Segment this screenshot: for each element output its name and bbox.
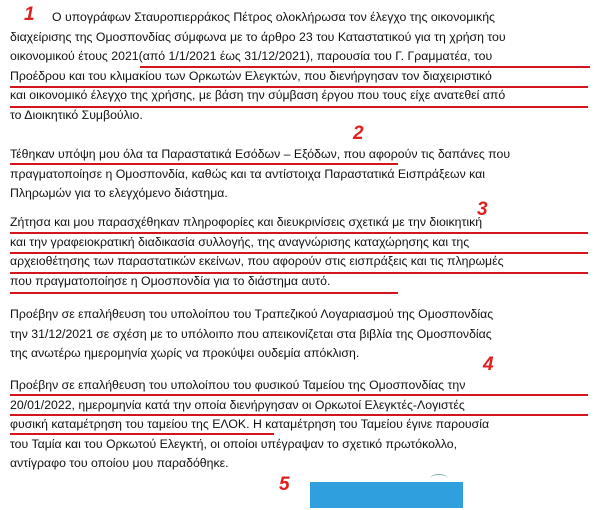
- text-line: Ο υπογράφων Σταυροπιερράκος Πέτρος ολοκλήρωσα τον έλεγχο της οικονομικής: [52, 10, 495, 24]
- text-line: του Ταμία και του Ορκωτού Ελεγκτή, οι οποίοι υπέγραψαν το σχετικό πρωτόκολλο,: [10, 436, 458, 451]
- text-line: πραγματοποίησε η Ομοσπονδία, καθώς και τα αντίστοιχα Παραστατικά Εισπράξεων και: [10, 166, 486, 181]
- text-line: της ανωτέρω ημερομηνία χωρίς να προκύψει ουδεμία απόκλιση.: [10, 346, 360, 361]
- underline-p5-line1: [10, 394, 588, 396]
- underline-p3-line3: [10, 272, 588, 274]
- text-line: και οικονομικό έλεγχο της χρήσης, με βάση την σύμβαση έργου που τους είχε ανατεθεί από: [10, 88, 506, 103]
- text-line: φυσική καταμέτρηση του ταμείου της ΕΛΟΚ. Η καταμέτρηση του Ταμείου έγινε παρουσία: [10, 417, 490, 432]
- text-line: διαχείρισης της Ομοσπονδίας σύμφωνα με το άρθρο 23 του Καταστατικού για τη χρήση του: [10, 29, 506, 44]
- annotation-number-1: 1: [24, 4, 35, 25]
- text-line: που πραγματοποίησε η Ομοσπονδία για το διάστημα αυτό.: [10, 273, 331, 288]
- text-line: Προέβην σε επαλήθευση του υπολοίπου του φυσικού Ταμείου της Ομοσπονδίας την: [10, 378, 466, 392]
- underline-p3-line1: [10, 232, 588, 234]
- underline-p1-line4: [10, 86, 588, 88]
- text-line: Προέβην σε επαλήθευση του υπολοίπου του Τραπεζικού Λογαριασμού της Ομοσπονδίας: [10, 307, 494, 321]
- text-line: και την γραφειοκρατική διαδικασία συλλογής, της αναγνώρισης καταχώρησης και της: [10, 234, 470, 249]
- annotation-number-3: 3: [477, 199, 488, 220]
- text-line: Ζήτησα και μου παρασχέθηκαν πληροφορίες και διευκρινίσεις σχετικά με την διοικητική: [10, 215, 483, 229]
- underline-p1-line5: [10, 106, 588, 108]
- text-line: 20/01/2022, ημερομηνία κατά την οποία διενήργησαν οι Ορκωτοί Ελεγκτές-Λογιστές: [10, 397, 465, 412]
- redaction-bar: [310, 482, 463, 508]
- annotation-number-4: 4: [483, 354, 494, 375]
- paragraph-5: [10, 376, 590, 474]
- underline-p3-line2: [10, 252, 588, 254]
- underline-p5-line3: [10, 433, 274, 435]
- text-line: την 31/12/2021 σε σχέση με το υπόλοιπο που απεικονίζεται στα βιβλία της Ομοσπονδίας: [10, 326, 492, 341]
- text-line: Τέθηκαν υπόψη μου όλα τα Παραστατικά Εσόδων – Εξόδων, που αφορούν τις δαπάνες που: [10, 147, 511, 161]
- text-line: αρχειοθέτησης των παραστατικών εκείνων, που αφορούν στις εισπράξεις και τις πληρωμές: [10, 254, 504, 269]
- underline-p2-line1: [10, 163, 398, 165]
- paragraph-2: [10, 145, 590, 204]
- text-line: Πληρωμών για το ελεγχόμενο διάστημα.: [10, 186, 228, 201]
- text-line: Προέδρου και του κλιμακίου των Ορκωτών Ελεγκτών, που διενήργησαν τον διαχειριστικό: [10, 68, 492, 83]
- underline-p3-line4: [10, 292, 398, 294]
- underline-p1-line3: [140, 66, 590, 68]
- annotation-number-5: 5: [279, 474, 290, 495]
- paragraph-4: [10, 305, 590, 364]
- text-line: αντίγραφο του οποίου μου παραδόθηκε.: [10, 456, 229, 471]
- text-line: οικονομικού έτους 2021(από 1/1/2021 έως 31/12/2021), παρουσία του Γ. Γραμματέα, του: [10, 49, 493, 64]
- underline-p5-line2: [10, 414, 588, 416]
- text-line: το Διοικητικό Συμβούλιο.: [10, 107, 143, 122]
- annotation-number-2: 2: [353, 123, 364, 144]
